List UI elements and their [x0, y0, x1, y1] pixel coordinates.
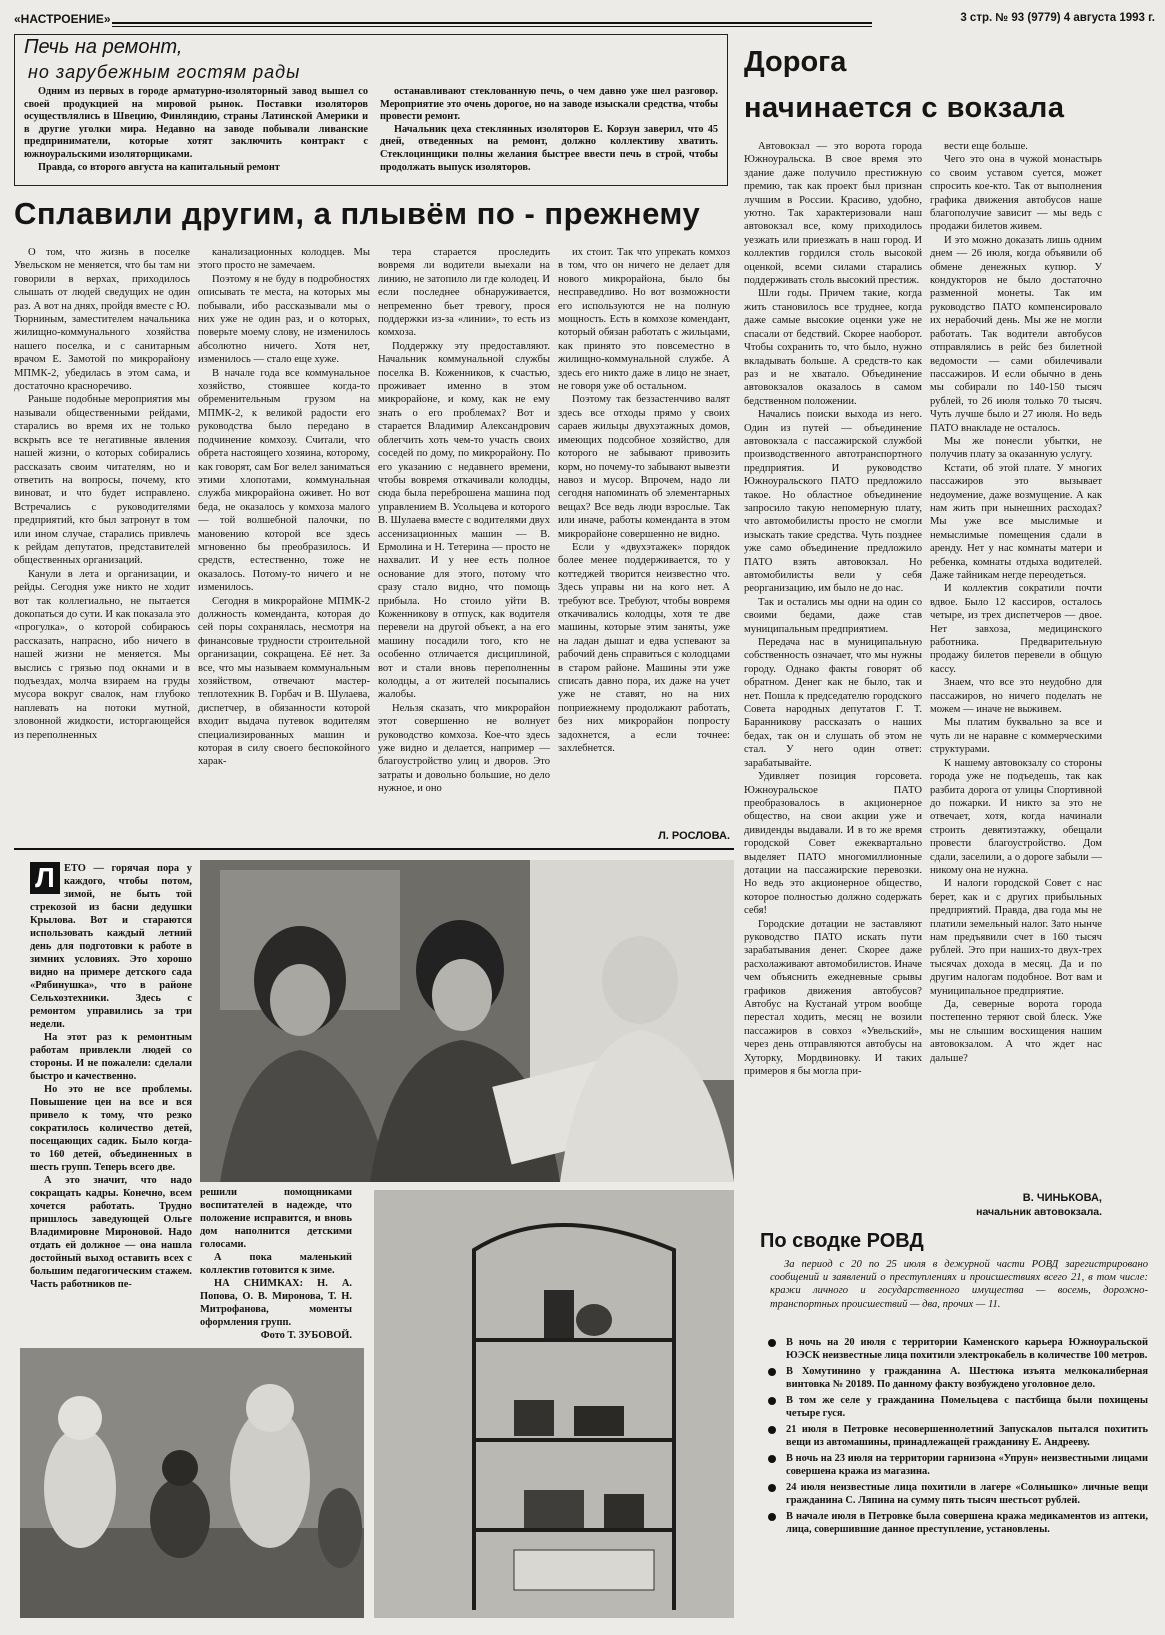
- summer-paragraph: Но это не все проблемы. Повышение цен на все и вся привело к тому, что резко сократилось количество детей, посещающих садик. Было когда-то 160 детей, объединенных в шесть групп. Теперь всего две.: [30, 1084, 192, 1173]
- station-signature-role: начальник автовокзала.: [976, 1206, 1102, 1218]
- masthead-rule: [112, 22, 872, 24]
- stove-col2: [380, 86, 718, 182]
- list-item: В начале июля в Петровке была совершена кража медикаментов из аптеки, лица, совершившие данное преступление, установлены.: [760, 1510, 1148, 1536]
- stove-title-line2: но зарубежным гостям рады: [28, 62, 301, 82]
- station-title-line2: начинается с вокзала: [744, 92, 1065, 124]
- station-paragraph: Передача нас в муниципальную собственность означает, что мы нужны городу. Однако факты говорят об обратном. Денег как не было, так и нет. Пошла к председателю городского Совета народных депутатов Г. Т. Баранникову рассказать о наших бедах, так он и слушать об этом не стал. У него один ответ: зарабатывайте.: [744, 637, 922, 769]
- main-paragraph: Поэтому я не буду в подробностях описывать те места, на которых мы побывали, ибо рассказывали мы о них уже не один раз, и о которых, поверьте моему слову, не изменилось абсолютно ничего. Хотя нет, изменилось — стало еще хуже.: [198, 273, 370, 366]
- list-item: В Хомутинино у гражданина А. Шестюка изъята мелкокалиберная винтовка № 20189. По данному факту возбуждено уголовное дело.: [760, 1365, 1148, 1391]
- photo-shelf: [374, 1190, 734, 1618]
- station-paragraph: Мы платим буквально за все и чуть ли не наравне с коммерческими структурами.: [930, 717, 1102, 756]
- list-item: 21 июля в Петровке несовершеннолетний Запускалов пытался похитить вещи из автомашины, принадлежащей гражданину Е. Андрееву.: [760, 1423, 1148, 1449]
- list-item: В ночь на 23 июля на территории гарнизона «Упрун» неизвестными лицами совершена кража из магазина.: [760, 1452, 1148, 1478]
- station-paragraph: И налоги городской Совет с нас берет, как и с других прибыльных предприятий. Правда, два года мы не платили земельный налог. Зато нынче нам предъявили счет в 160 тысяч рублей. Это при наших-то двух-трех тысячах дохода в месяц. Да и по другим налогам подобное. Вот вам и муниципальное предприятие.: [930, 878, 1102, 997]
- station-paragraph: И это можно доказать лишь одним днем — 26 июля, когда объявили об обмене денежных купюр. У кондукторов не было достаточно разменной монеты. Так им руководство ПАТО компенсировало их нерабочий день. Мы же не могли работать. Так водители автобусов отправлялись в рейс без билетной ведомости — сами обилечивали пассажиров. И если обычно в день мы собирали по 140-150 тысяч рублей, то 26 июля только 70 тысяч. Чуть лучше было и 27 июля. Но ведь ПАТО внакладе не осталось.: [930, 234, 1102, 434]
- station-paragraph: Начались поиски выхода из него. Один из путей — объединение автовокзала с пассажирской службой производственного автотранспортного предприятия. И руководство Южноуральского ПАТО предложило такое. Но областное объединение запросило такую непомерную плату, что автомобилисты просто не смогли изыскать такие средства. Чуть позднее уже само объединение предложило ПАТО взять автовокзал. Но автомобилисты вели у себя реорганизацию, им было не до нас.: [744, 409, 922, 595]
- station-paragraph: Шли годы. Причем такие, когда жить становилось все труднее, когда даже самые высокие оценки уже не спасали от бедствий. Скорее наоборот. Чтобы сохранить то, что было, нужно вкладывать больше. А средств-то как раз и не хватало. Объединение автовокзалов оказалось в самом бедственном положении.: [744, 288, 922, 407]
- photo-shelf-image: [374, 1190, 734, 1618]
- police-report-intro-text: За период с 20 по 25 июля в дежурной части РОВД зарегистрировано сообщений и заявлений о преступлениях и происшествиях всего 21, в том числе: кражи личного и государственного имущества — восемь, дорожно-транспортных происшествий — два, прочих — 11.: [770, 1259, 1148, 1310]
- station-paragraph: Чего это она в чужой монастырь со своим уставом суется, может спросить кое-кто. Так от выполнения графика движения автобусов наше благополучие зависит — мы ведь с продажи билетов живем.: [930, 154, 1102, 233]
- stove-title-line1: Печь на ремонт,: [24, 36, 183, 58]
- main-paragraph: Сегодня в микрорайоне МПМК-2 должность коменданта, которая до сей поры сохранялась, несмотря на финансовые трудности строительной организации, сокращена. Её нет. За все, что мы называем коммунальным хозяйством, отвечают мастер-теплотехник В. Горбач и В. Шулаева, диспетчер, в обязанности которой входит выдача путевок водителям специализированных машин и которая в силу своего беспокойного харак-: [198, 595, 370, 768]
- masthead-rule-2: [112, 26, 872, 27]
- station-paragraph: Так и остались мы одни на один со своими бедами, даже став муниципальным предприятием.: [744, 596, 922, 635]
- stove-col1: [24, 86, 368, 182]
- summer-paragraph: А это значит, что надо сокращать кадры. Конечно, всем хочется работать. Трудно пришлось заведующей Ольге Владимировне Мироновой. Надо отдать ей должное — она нашла достойный выход оставить всех с большим педагогическим стажем. Часть работников пе-: [30, 1175, 192, 1290]
- station-paragraph: Мы же понесли убытки, не получив плату за оказанную услугу.: [930, 435, 1102, 461]
- list-item: 24 июля неизвестные лица похитили в лагере «Солнышко» личные вещи гражданина С. Ляпина на сумму пять тысяч шестьсот рублей.: [760, 1481, 1148, 1507]
- list-item: В ночь на 20 июля с территории Каменского карьера Южноуральской ЮЭСК неизвестные лица похитили электрокабель в количестве 100 метров.: [760, 1336, 1148, 1362]
- main-paragraph: Раньше подобные мероприятия мы называли общественными рейдами, старались во время их не только вскрыть все те негативные явления нашей жизни, о которых собирались рассказать своим читателям, но и ответить на вопросы, почему, кто виноват, и что будет исправлено. Встречались с руководителями предприятий, кто был затронут в том или ином случае, старались привлечь к рейдам депутатов, представителей общественных организаций.: [14, 394, 190, 567]
- photo-kindergarten-staff-image: [200, 860, 734, 1182]
- station-paragraph: вести еще больше.: [944, 141, 1028, 152]
- station-col1: [744, 140, 922, 1220]
- stove-paragraph: Правда, со второго августа на капитальный ремонт: [38, 161, 280, 173]
- main-paragraph: Нельзя сказать, что микрорайон этот совершенно не волнует руководство комхоза. Кое-что здесь уже видно и делается, например — благоустройство улиц и дворов. Это затраты и довольно большие, но дело нужное, и оно: [378, 702, 550, 795]
- main-article-title: Сплавили другим, а плывём по - прежнему: [14, 196, 701, 231]
- main-paragraph: тера старается проследить вовремя ли водители выехали на линию, не затопило ли где колодец. И если последнее обнаруживается, непременно бьет тревогу, прося поддержки из-за «линии», то есть из комхоза.: [378, 247, 550, 339]
- summer-dropcap: Л: [30, 862, 60, 894]
- summer-col1: [30, 862, 192, 1354]
- photo-credit: Фото Т. ЗУБОВОЙ.: [260, 1330, 352, 1341]
- station-paragraph: Удивляет позиция горсовета. Южноуральское ПАТО преобразовалось в акционерное общество, на свои акции уже и дивиденды выдавали. И в то же время городской Совет ежеквартально выделяет ПАТО многомиллионные дотации на пассажирские перевозки. Но ведь это акционерное общество, которое полностью должно содержать себя!: [744, 771, 922, 917]
- summer-paragraph: решили помощниками воспитателей в надежде, что положение исправится, и вновь дом наполнится детскими голосами.: [200, 1187, 352, 1250]
- main-paragraph: Канули в лета и организации, и рейды. Сегодня уже никто не ходит вот так коллегиально, не пытается докопаться до сути. И как показала это «прогулка», о которой собираюсь рассказать, напрасно, ибо ничего в нашей жизни не меняется. Мы выслись с грязью под окнами и в подъездах, молча взираем на груды мусора вокруг свалок, нам глубоко наплевать на потоки мутной, зловонной жидкости, исторгающейся из переполненных: [14, 568, 190, 741]
- stove-paragraph: Начальник цеха стеклянных изоляторов Е. Корзун заверил, что 45 дней, отведенных на ремонт, должно коллективу хватить. Стеклоцинщики полны желания быстрее ввести печь в строй, чтобы продолжать выпуск изоляторов.: [380, 123, 718, 173]
- main-paragraph: Поддержку эту предоставляют. Начальник коммунальной службы поселка В. Коженников, к счастью, проживает именно в этом микрорайоне, и кому, как не ему знать о его проблемах? Вот и старается Владимир Александрович облегчить хоть чем-то участь своих соседей по дому, по микрорайону. По его указанию с недавнего времени, чтобы вовремя откачивали колодцы, сюда была переброшена машина под управлением В. Усольцева и которого В. Шулаева вместе с водителями двух ассенизационных машин — В. Ермолина и Н. Тетерина — просто не нахвалит. И у нее есть полное основание для этого, потому что сразу стало видно, что помощь прибыла. Но стоило уйти В. Коженникову в отпуск, как водителя перевели на другой объект, а на его машину посадили того, кто не особенно отличается дисциплиной, вот и стали вновь переполненны колодцы, а от жителей посыпались жалобы.: [378, 340, 550, 701]
- station-col2: [930, 140, 1102, 1190]
- station-paragraph: Кстати, об этой плате. У многих пассажиров это вызывает недоумение, даже возмущение. А как нам жить при нынешних расходах? Мы уже все мыслимые и немыслимые помещения сдали в аренду. Нет у нас комнаты матери и ребенка, комнаты отдыха водителей. Даже тайникам негде переодеться.: [930, 462, 1102, 581]
- police-report-list: [760, 1336, 1148, 1632]
- station-paragraph: К нашему автовокзалу со стороны города уже не подъедешь, так как разбита дорога от улицы Спортивной до пожарки. И никто за это не отвечает, хотя, когда начинали строить девятиэтажку, обещали провести благоустройство. Дом сдали, заселили, а о дороге забыли — никому она не нужна.: [930, 757, 1102, 876]
- police-report-intro: [770, 1258, 1148, 1348]
- main-signature: Л. РОСЛОВА.: [658, 830, 730, 842]
- main-col4: [558, 246, 730, 828]
- station-paragraph: Городские дотации не заставляют руководство ПАТО искать пути зарабатывания денег. Скорее даже расхолаживают автомобилистов. Иначе чем объяснить ежедневные срывы графиков движения автобусов? Автобус на Кустанай утром вообще перестал ходить, месяц не возили пассажиров в совхоз «Увельский», через день отправляются автобусы на Хуторку, Мордвиновку. И таких примеров я бы могла при-: [744, 918, 922, 1078]
- main-paragraph: Поэтому так беззастенчиво валят здесь все отходы прямо у своих сараев жильцы двухэтажных домов, имеющих подсобное хозяйство, для которого не забывают привозить корм, но почему-то забывают вывезти навоз и мусор. Впрочем, надо ли сегодня напоминать об элементарных вещах? Все ведь люди взрослые. Так или иначе, работы коменданта в этом микрорайоне совершенно не видно.: [558, 394, 730, 540]
- photo-toys-image: [20, 1348, 364, 1618]
- main-paragraph: канализационных колодцев. Мы этого просто не замечаем.: [198, 247, 370, 272]
- station-title-line1: Дорога: [744, 46, 847, 78]
- main-paragraph: Если у «двухэтажек» порядок более менее поддерживается, то у коттеджей творится неизвестно что. Здесь управы ни на кого нет. А требуют все. Требуют, чтобы вовремя откачивались колодцы, хотя те две машины, которые этим заняты, уже на ладан дышат и едва успевают за рабочий день справиться с колодцами в старом районе. Машины эти уже списать давно пора, их даже на учет уже не ставят, но на них поприежнему продолжают работать, без них микрорайон попросту задохнется, а если точнее: захлебнется.: [558, 541, 730, 755]
- summer-col2: [200, 1186, 352, 1358]
- station-paragraph: Знаем, что все это неудобно для пассажиров, но ничего поделать не можем — иначе не выживем.: [930, 677, 1102, 716]
- photo-kindergarten-staff: [200, 860, 734, 1182]
- stove-paragraph: останавливают стеклованную печь, о чем давно уже шел разговор. Мероприятие это очень дорогое, но на заводе изыскали средства, чтобы провести ремонт.: [380, 86, 718, 123]
- station-paragraph: Да, северные ворота города постепенно теряют свой блеск. Уже мы не слышим восхищения нашим автовокзалом. А что ждет нас дальше?: [930, 999, 1102, 1064]
- photo-caption: НА СНИМКАХ: Н. А. Попова, О. В. Миронова, Т. Н. Митрофанова, моменты оформления групп.: [200, 1278, 352, 1328]
- section-label: «НАСТРОЕНИЕ»: [14, 12, 111, 26]
- summer-paragraph: На этот раз к ремонтным работам привлекли людей со стороны. И не пожалели: сделали быстро и качественно.: [30, 1032, 192, 1082]
- station-paragraph: И коллектив сократили почти вдвое. Было 12 кассиров, осталось четыре, из трех диспетчеров — двое. Нет завхоза, медицинского работника. Предварительную продажу билетов перевели в общую кассу.: [930, 583, 1102, 675]
- main-col2: [198, 246, 370, 844]
- stove-paragraph: Одним из первых в городе арматурно-изоляторный завод вышел со своей продукцией на мировой рынок. Поставки изоляторов осуществлялись в Швецию, Финляндию, страны Латинской Америки и в другие уголки мира. Недавно на заводе побывали ливанские предприниматели, которые хотят заключить контракт с южноуральскими изоляторщиками.: [24, 86, 368, 160]
- main-bottom-rule: [14, 848, 734, 850]
- list-item: В том же селе у гражданина Помельцева с пастбища были похищены четыре гуся.: [760, 1394, 1148, 1420]
- main-col3: [378, 246, 550, 844]
- photo-toys: [20, 1348, 364, 1618]
- summer-paragraph: А пока маленький коллектив готовится к зиме.: [200, 1252, 352, 1276]
- main-paragraph: О том, что жизнь в поселке Увельском не меняется, что бы там ни говорили в верхах, приходилось слышать от людей сведущих не один раз. А вот на днях, пройдя вместе с Ю. Тюрниным, заместителем начальника жилищно-коммунального хозяйства нашего поселка, и с санитарным врачом Е. Замотой по микрорайону МПМК-2, убедилась в этом сама, и достаточно красноречиво.: [14, 247, 190, 393]
- main-col1: [14, 246, 190, 844]
- issue-info: 3 стр. № 93 (9779) 4 августа 1993 г.: [960, 12, 1155, 24]
- station-paragraph: Автовокзал — это ворота города Южноуральска. В свое время это здание даже получило престижную премию, так как проект был признан лучшим в России. Красиво, удобно, уютно. Так характеризовали наш автовокзал все, кому приходилось уезжать или приезжать в наш город. И коллектив гордился столь высокой оценкой, всеми силами старались поддерживать столь высокий престиж.: [744, 141, 922, 287]
- station-signature: В. ЧИНЬКОВА,: [1022, 1192, 1102, 1204]
- summer-paragraph: ЕТО — горячая пора у каждого, чтобы потом, зимой, не быть той стрекозой из басни дедушки Крылова. Вот и стараются использовать каждый летний день для подготовки к работе в зимних условиях. Это хорошо видно на примере детского сада «Рябинушка», что в районе Сельхозтехники. Здесь с ремонтом управились за три недели.: [30, 863, 192, 1030]
- main-paragraph: их стоит. Так что упрекать комхоз в том, что он ничего не делает для нового микрорайона, было бы несправедливо. Но вот возможности его используются не на полную мощность. Есть в комхозе комендант, который обязан работать с жильцами, как принято это повсеместно в жилищно-коммунальной службе. А здесь его никто даже в лицо не знает, не говоря уже об остальном.: [558, 247, 730, 393]
- police-report-title: По сводке РОВД: [760, 1230, 924, 1252]
- main-paragraph: В начале года все коммунальное хозяйство, стоявшее когда-то обременительным грузом на МПМК-2, к великой радости его руководства было передано в подчинение комхозу. Считали, что обрета настоящего хозяина, которому, как говорят, сам Бог велел заниматься этими хлопотами, коммунальная служба микрорайона оживет. Но вот беда, не оказалось у комхоза малого — той волшебной палочки, по мановению которой все здесь мгновенно бы преобразилось. И средств, естественно, тоже не оказалось. Потому-то ничего и не изменилось.: [198, 367, 370, 594]
